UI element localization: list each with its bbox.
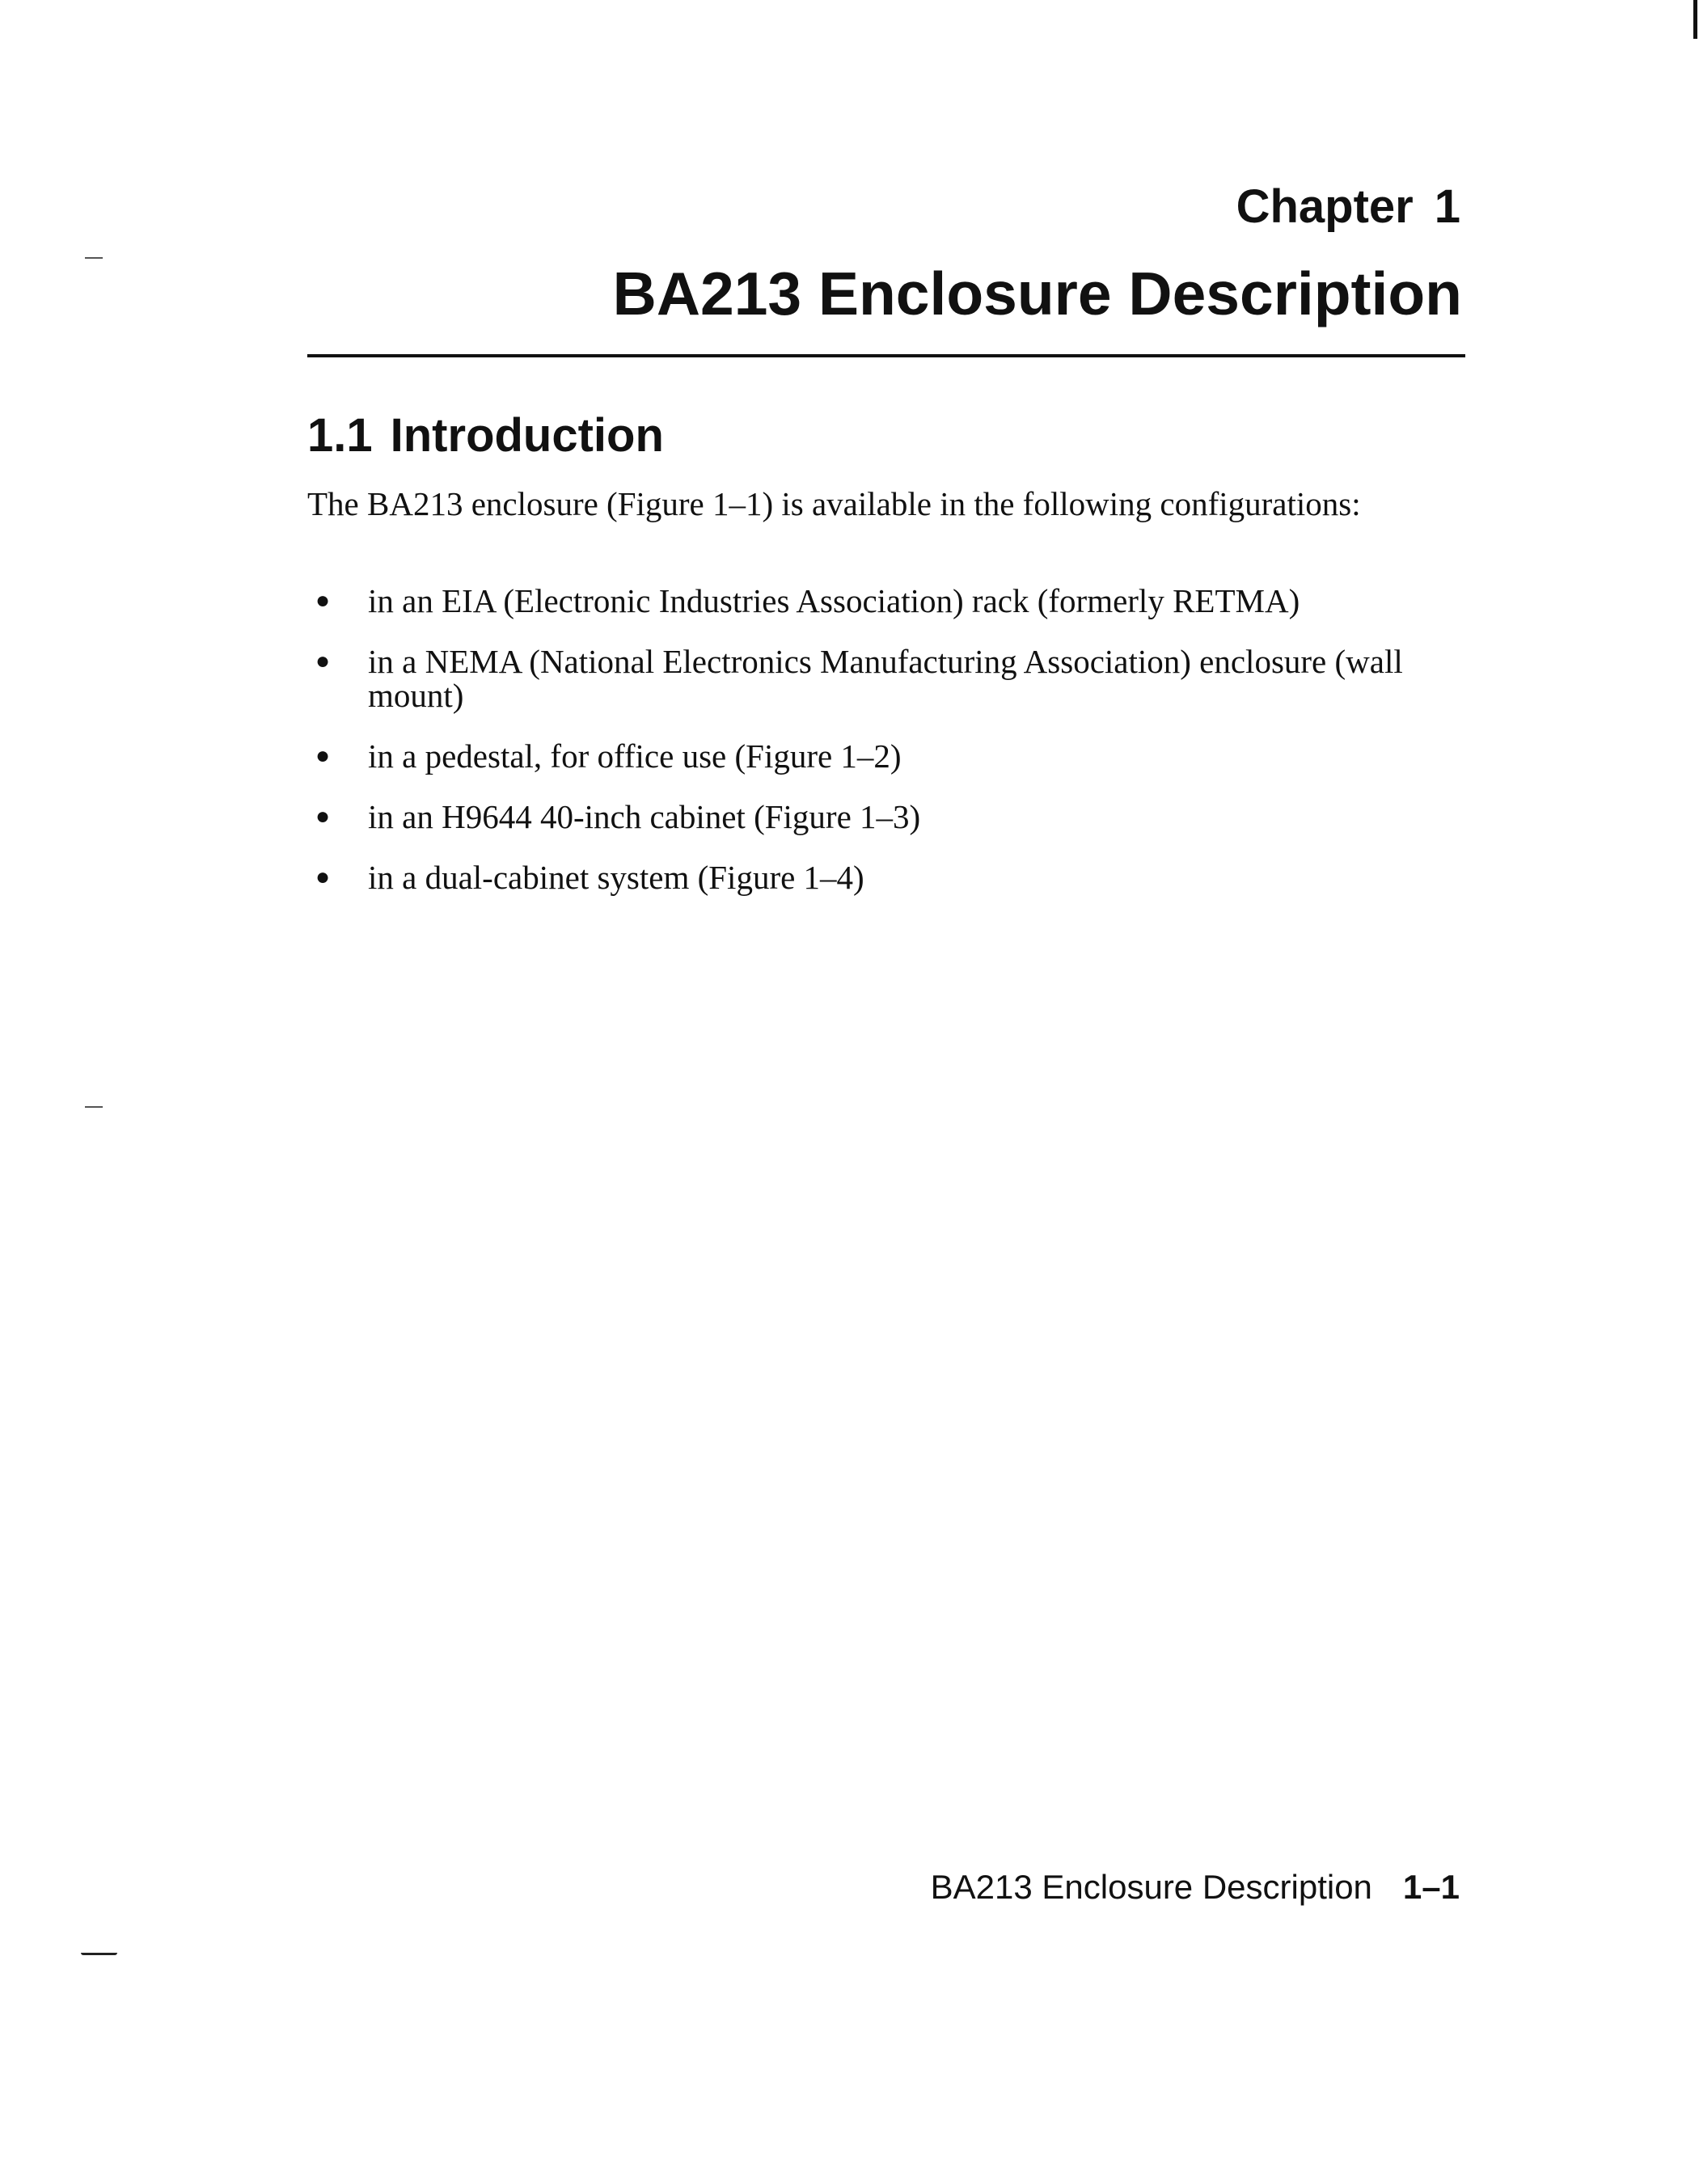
section-number: 1.1 (307, 409, 373, 462)
chapter-divider (307, 354, 1465, 357)
list-item (307, 739, 1465, 773)
chapter-number: 1 (1434, 180, 1460, 233)
list-item-text: in a NEMA (National Electronics Manufacturing Association) enclosure (wall mount) (368, 643, 1403, 714)
scan-mark (85, 257, 103, 259)
chapter-title: BA213 Enclosure Description (612, 260, 1462, 327)
list-item-text: in a pedestal, for office use (Figure 1–2) (368, 737, 902, 775)
scan-mark (81, 1953, 117, 1955)
list-item (307, 800, 1465, 834)
list-item-text: in an H9644 40-inch cabinet (Figure 1–3) (368, 798, 921, 835)
list-item-text: in an EIA (Electronic Industries Association) rack (formerly RETMA) (368, 582, 1300, 619)
intro-paragraph: The BA213 enclosure (Figure 1–1) is available in the following configurations: (307, 485, 1361, 522)
bullet-icon: ● (315, 864, 331, 890)
list-item-text: in a dual-cabinet system (Figure 1–4) (368, 859, 864, 896)
bullet-icon: ● (315, 587, 331, 614)
chapter-label (1236, 180, 1460, 234)
configuration-list (307, 584, 1465, 921)
bullet-icon: ● (315, 648, 331, 674)
bullet-icon: ● (315, 742, 331, 769)
page-footer (931, 1868, 1460, 1907)
chapter-word: Chapter (1236, 180, 1414, 233)
page-number: 1–1 (1402, 1868, 1460, 1906)
bullet-icon: ● (315, 803, 331, 830)
footer-title: BA213 Enclosure Description (930, 1868, 1372, 1906)
list-item (307, 644, 1465, 712)
list-item (307, 584, 1465, 618)
scan-mark (1693, 0, 1697, 39)
list-item (307, 860, 1465, 894)
section-heading (307, 408, 664, 463)
scan-mark (85, 1106, 103, 1108)
section-title: Introduction (390, 409, 664, 462)
